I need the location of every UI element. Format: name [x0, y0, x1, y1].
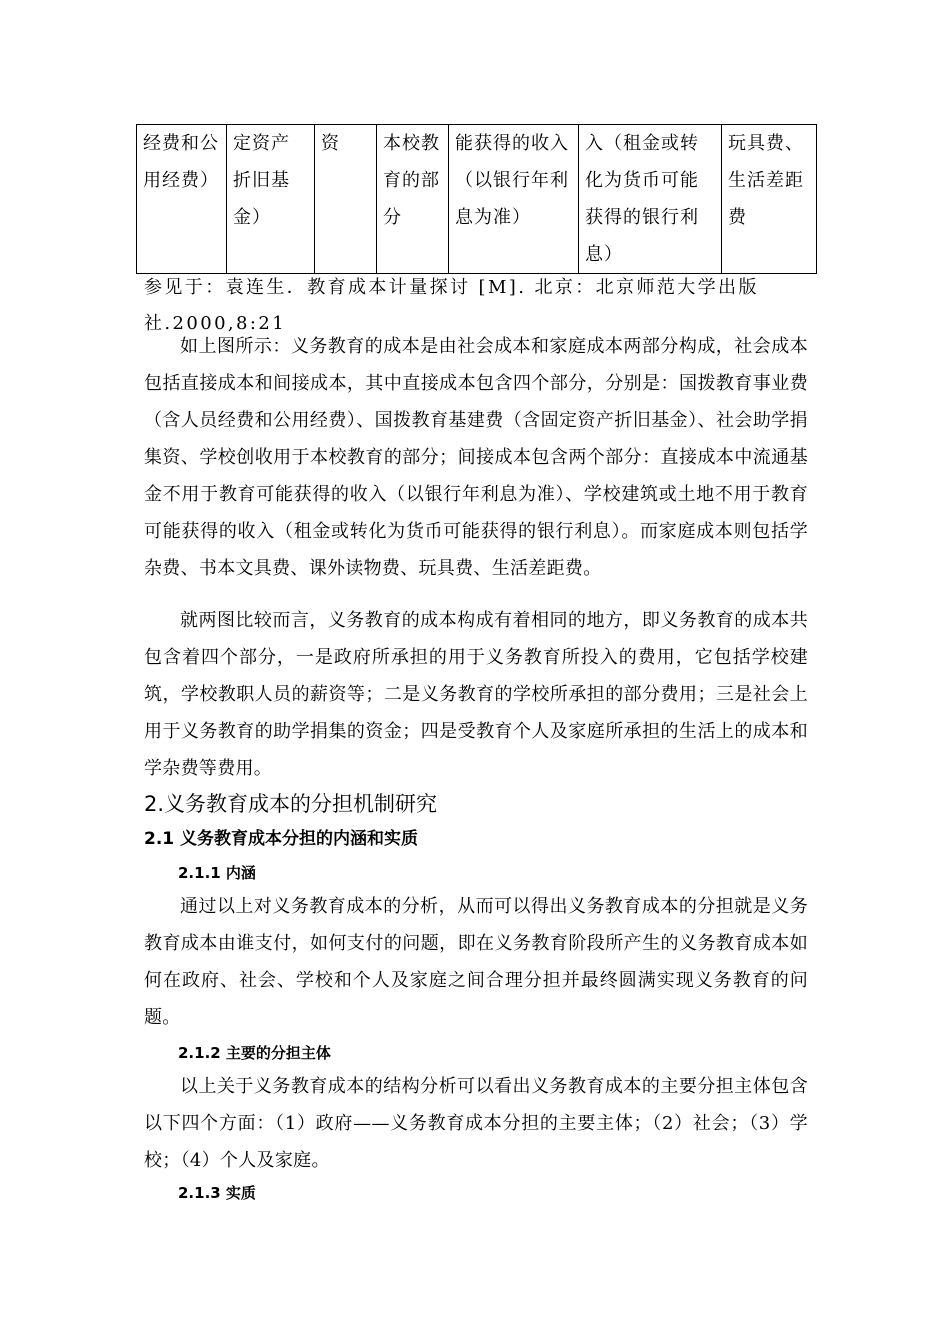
table-cell: 经费和公用经费） [137, 125, 227, 274]
paragraph: 就两图比较而言，义务教育的成本构成有着相同的地方，即义务教育的成本共包含着四个部分，一是政府所承担的用于义务教育所投入的费用，它包括学校建筑，学校教职人员的薪资等；二是义务教育的学校所承担的部分费用；三是社会上用于义务教育的助学捐集的资金；四是受教育个人及家庭所承担的生活上的成本和学杂费等费用。 [144, 610, 808, 779]
table-cell: 资 [315, 125, 377, 274]
table-cell: 玩具费、生活差距费 [722, 125, 817, 274]
paragraph: 以上关于义务教育成本的结构分析可以看出义务教育成本的主要分担主体包含以下四个方面：（1）政府——义务教育成本分担的主要主体；（2）社会；（3）学校；（4）个人及家庭。 [144, 1076, 808, 1171]
table-cell: 能获得的收入（以银行年利息为准） [449, 125, 579, 274]
table-row [137, 125, 817, 274]
source-citation: 参见于：袁连生．教育成本计量探讨 [M]. 北京：北京师范大学出版社.2000,8:21 [144, 277, 759, 334]
subsubsection-heading: 2.1.2 主要的分担主体 [178, 1044, 331, 1062]
table-cell: 本校教育的部分 [377, 125, 449, 274]
subsubsection-heading: 2.1.3 实质 [178, 1184, 256, 1202]
subsubsection-heading: 2.1.1 内涵 [178, 864, 256, 882]
paragraph: 如上图所示：义务教育的成本是由社会成本和家庭成本两部分构成，社会成本包括直接成本和间接成本，其中直接成本包含四个部分，分别是：国拨教育事业费（含人员经费和公用经费）、国拨教育基建费（含固定资产折旧基金）、社会助学捐集资、学校创收用于本校教育的部分；间接成本包含两个部分：直接成本中流通基金不用于教育可能获得的收入（以银行年利息为准）、学校建筑或土地不用于教育可能获得的收入（租金或转化为货币可能获得的银行利息）。而家庭成本则包括学杂费、书本文具费、课外读物费、玩具费、生活差距费。 [144, 336, 808, 579]
table-cell: 入（租金或转化为货币可能获得的银行利息） [579, 125, 722, 274]
subsection-heading: 2.1 义务教育成本分担的内涵和实质 [144, 829, 419, 849]
table-cell: 定资产折旧基金） [227, 125, 315, 274]
cost-structure-table-fragment [136, 124, 817, 274]
section-heading: 2.义务教育成本的分担机制研究 [144, 792, 438, 816]
paragraph: 通过以上对义务教育成本的分析，从而可以得出义务教育成本的分担就是义务教育成本由谁支付，如何支付的问题，即在义务教育阶段所产生的义务教育成本如何在政府、社会、学校和个人及家庭之间合理分担并最终圆满实现义务教育的问题。 [144, 896, 808, 1028]
